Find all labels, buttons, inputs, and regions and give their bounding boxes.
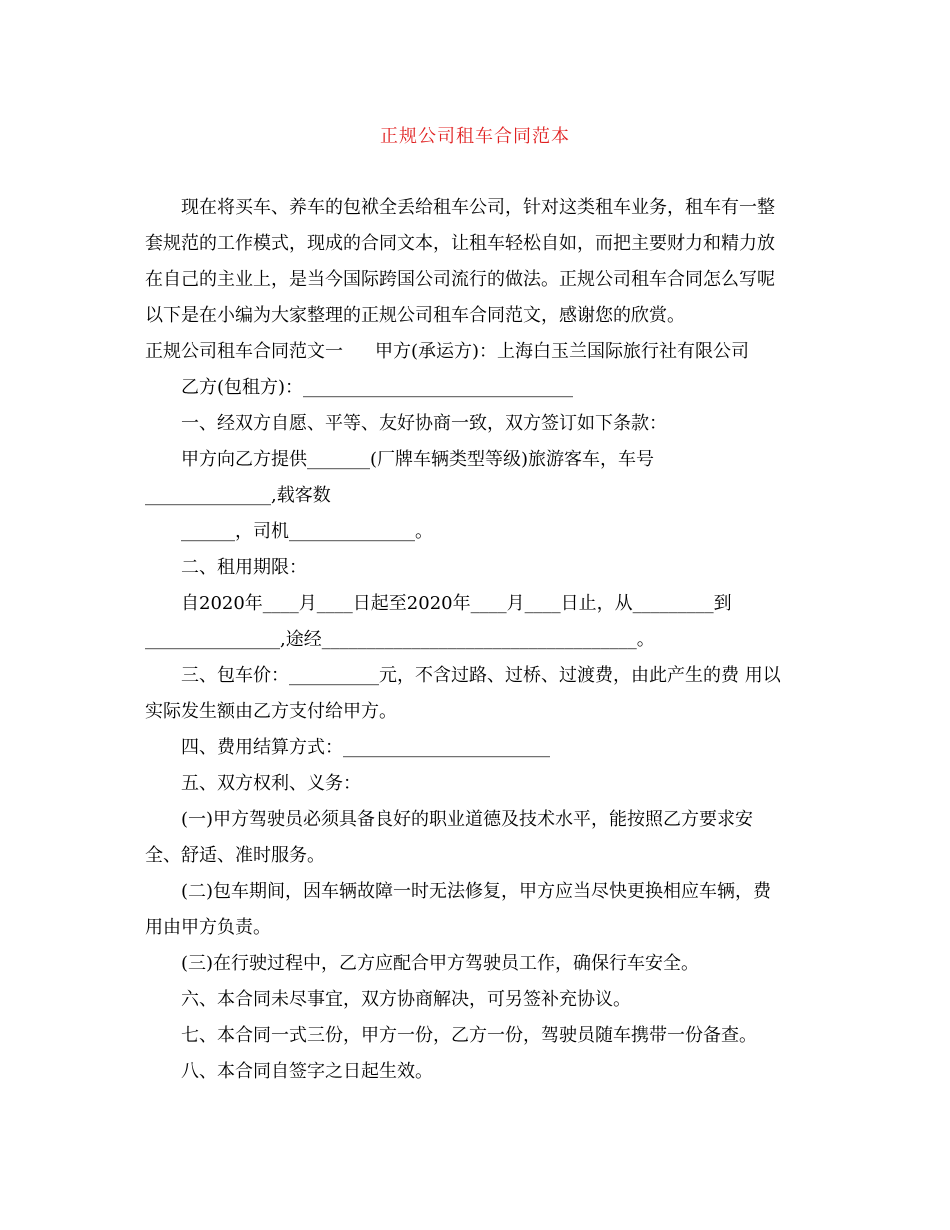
clause-line: 全、舒适、准时服务。 <box>145 845 325 866</box>
clause-line: 自2020年____月____日起至2020年____月____日止，从_________到 <box>181 593 732 614</box>
clause-line: 二、租用期限： <box>181 557 307 578</box>
intro-line: 现在将买车、养车的包袱全丢给租车公司，针对这类租车业务，租车有一整 <box>181 197 775 218</box>
clause-line: 三、包车价：__________元，不含过路、过桥、过渡费，由此产生的费 用以 <box>181 665 781 686</box>
clause-line: 实际发生额由乙方支付给甲方。 <box>145 701 397 722</box>
clause-line: 五、双方权利、义务： <box>181 773 361 794</box>
contract-heading: 正规公司租车合同范文一 <box>145 341 343 362</box>
clause-line: 用由甲方负责。 <box>145 917 271 938</box>
clause-line: 一、经双方自愿、平等、友好协商一致，双方签订如下条款： <box>181 413 667 434</box>
clause-line: 六、本合同未尽事宜，双方协商解决，可另签补充协议。 <box>181 989 631 1010</box>
intro-line: 在自己的主业上，是当今国际跨国公司流行的做法。正规公司租车合同怎么写呢 <box>145 269 775 290</box>
clause-line: 八、本合同自签字之日起生效。 <box>181 1061 433 1082</box>
intro-line: 套规范的工作模式，现成的合同文本，让租车轻松自如，而把主要财力和精力放 <box>145 233 775 254</box>
clause-line: 甲方向乙方提供_______(厂牌车辆类型等级)旅游客车，车号 <box>181 449 655 470</box>
party-a-line: 甲方(承运方)：上海白玉兰国际旅行社有限公司 <box>375 341 750 362</box>
clause-line: (二)包车期间，因车辆故障一时无法修复，甲方应当尽快更换相应车辆，费 <box>181 881 772 902</box>
clause-line: _______________,途经___________________________________。 <box>145 629 655 650</box>
document-title: 正规公司租车合同范本 <box>380 126 570 147</box>
clause-line: ______，司机______________。 <box>181 521 433 542</box>
clause-line: 七、本合同一式三份，甲方一份，乙方一份，驾驶员随车携带一份备查。 <box>181 1025 757 1046</box>
clause-line: (三)在行驶过程中，乙方应配合甲方驾驶员工作，确保行车安全。 <box>181 953 700 974</box>
clause-line: ______________,载客数 <box>145 485 331 506</box>
party-b-line: 乙方(包租方)：______________________________ <box>181 377 574 398</box>
clause-line: (一)甲方驾驶员必须具备良好的职业道德及技术水平，能按照乙方要求安 <box>181 809 754 830</box>
clause-line: 四、费用结算方式：_______________________ <box>181 737 550 758</box>
intro-line: 以下是在小编为大家整理的正规公司租车合同范文，感谢您的欣赏。 <box>145 305 685 326</box>
contract-heading-row <box>145 339 749 365</box>
